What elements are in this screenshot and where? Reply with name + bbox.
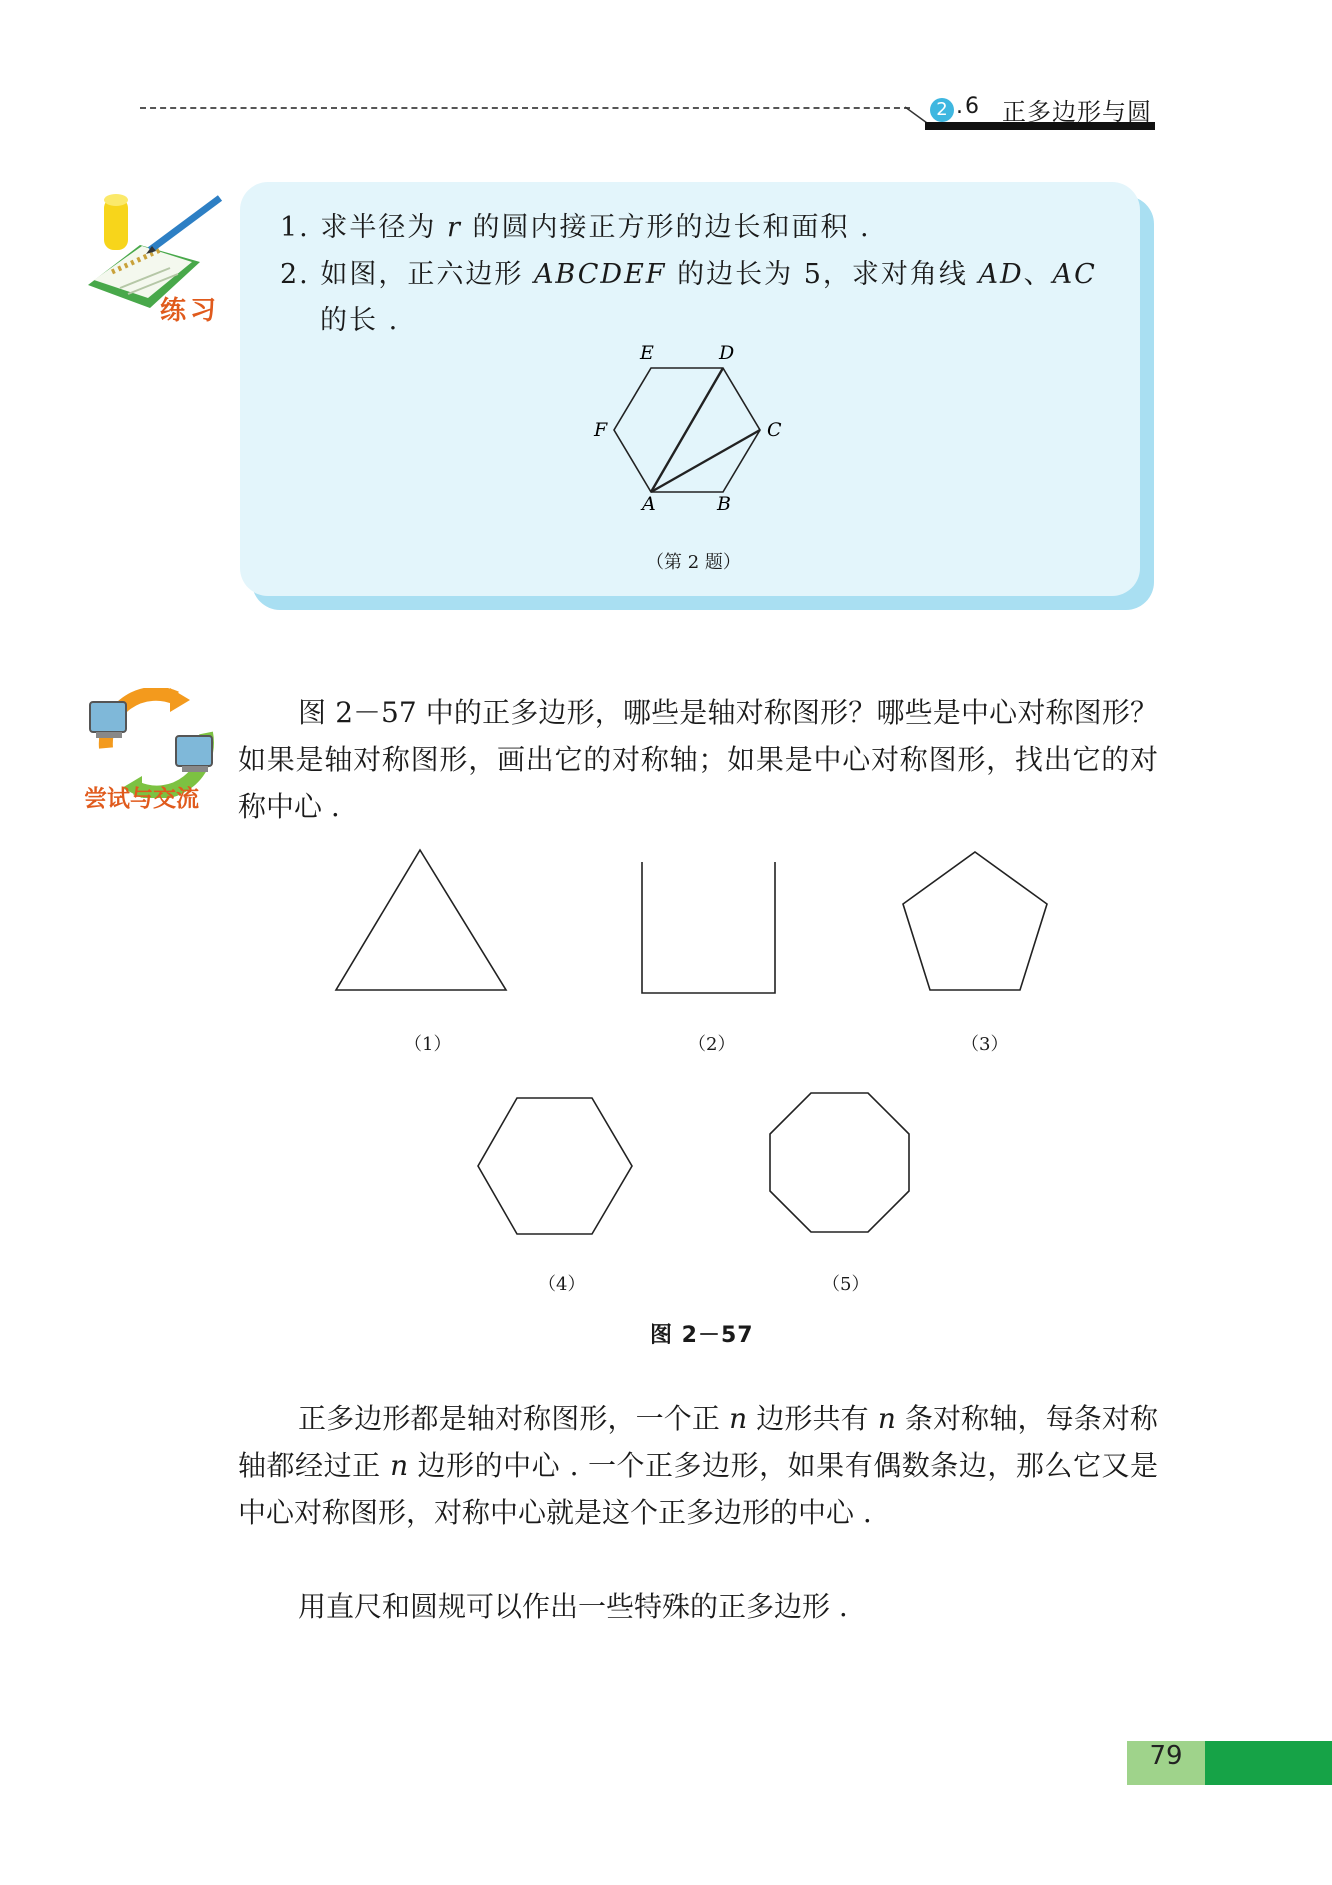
page-number-bar (1205, 1741, 1332, 1785)
vertex-label-c: C (767, 419, 782, 441)
shape-label-5: （5） (822, 1274, 870, 1295)
shape-label-4: （4） (538, 1274, 586, 1295)
vertex-label-e: E (640, 342, 654, 364)
p2-var-n-3: n (390, 1449, 409, 1482)
q1-text-start: 1. 求半径为 (280, 212, 447, 243)
vertex-label-f: F (594, 419, 608, 441)
exercise-question-2-continued: 的长 . (320, 305, 400, 336)
q2-text-mid: 的边长为 5，求对角线 (666, 259, 979, 290)
p2-text-d: 边形的中心 . 一个正多边形，如果有偶数条边，那么它又是中心对称图形，对称中心就是这个正多边形的中心 . (238, 1449, 1158, 1529)
diagonal-ad (651, 368, 723, 492)
q1-var-r: r (446, 212, 462, 243)
figure-shape-5 (760, 1085, 920, 1245)
exercise-figure-caption: （第 2 题） (646, 552, 741, 573)
p2-var-n-1: n (729, 1402, 748, 1435)
p2-var-n-2: n (877, 1402, 896, 1435)
square-open-top (642, 862, 775, 993)
shape-label-2: （2） (688, 1034, 736, 1055)
diagonal-ac (651, 430, 760, 492)
section-number: .6 (956, 94, 981, 119)
q2-separator: 、 (1023, 259, 1053, 290)
construction-paragraph: 用直尺和圆规可以作出一些特殊的正多边形 . (298, 1590, 848, 1623)
chapter-number-badge: 2 (930, 98, 954, 122)
q1-text-end: 的圆内接正方形的边长和面积 . (461, 212, 871, 243)
figure-shape-4 (470, 1090, 640, 1240)
exercise-label: 练习 (160, 296, 221, 326)
shape-label-3: （3） (961, 1034, 1009, 1055)
try-exchange-label: 尝试与交流 (84, 786, 199, 812)
regular-hexagon (478, 1098, 632, 1234)
figure-shape-3 (895, 848, 1055, 998)
section-title: 正多边形与圆 (1002, 98, 1152, 126)
try-exchange-paragraph: 图 2－57 中的正多边形，哪些是轴对称图形？哪些是中心对称图形？如果是轴对称图形，画出它的对称轴；如果是中心对称图形，找出它的对称中心 . (238, 696, 1158, 823)
q2-diagonal-ad: AD (978, 259, 1024, 290)
figure-shape-2 (632, 860, 782, 1000)
header-dashed-rule (140, 107, 910, 109)
p2-text-b: 边形共有 (747, 1402, 878, 1435)
equilateral-triangle (336, 850, 506, 990)
figure-caption: 图 2－57 (650, 1323, 754, 1348)
page-number: 79 (1149, 1741, 1183, 1771)
figure-shape-1 (330, 840, 510, 1000)
vertex-label-b: B (717, 493, 731, 515)
q2-diagonal-ac: AC (1052, 259, 1097, 290)
q2-text-start: 2. 如图，正六边形 (280, 259, 534, 290)
p2-text-a: 正多边形都是轴对称图形，一个正 (298, 1402, 730, 1435)
regular-octagon (770, 1093, 909, 1232)
hexagon-abcdef-figure (580, 335, 800, 520)
vertex-label-d: D (719, 342, 735, 364)
vertex-label-a: A (642, 493, 656, 515)
shape-label-1: （1） (404, 1034, 452, 1055)
exercise-question-1 (280, 205, 871, 244)
q2-hexagon-name: ABCDEF (533, 259, 667, 290)
regular-pentagon (903, 852, 1047, 990)
symmetry-paragraph (238, 1395, 1158, 1536)
p2-text-c: 条对称轴，每条对称轴都经过正 (238, 1402, 1159, 1482)
exercise-question-2 (280, 252, 1097, 291)
